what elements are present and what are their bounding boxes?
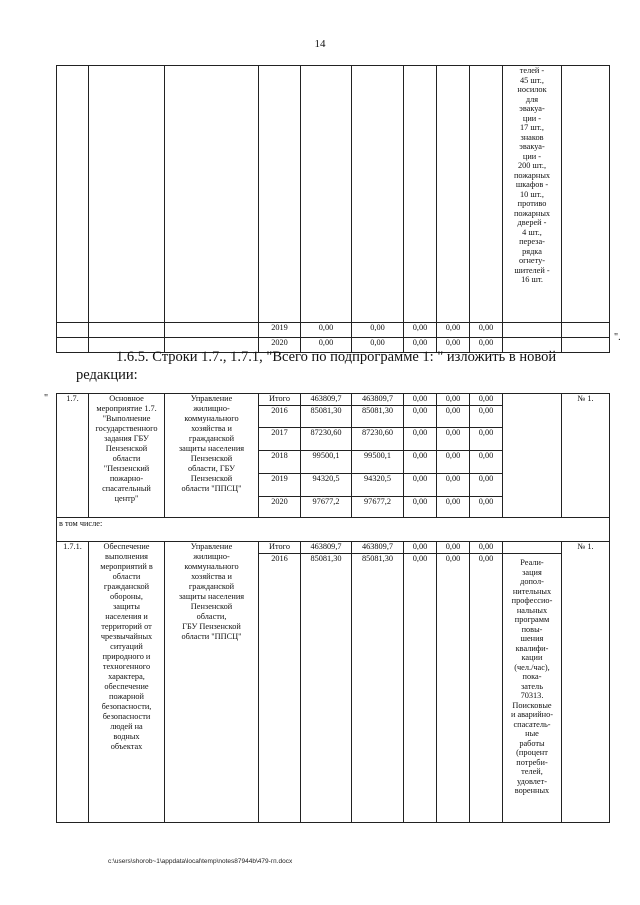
measure-name-line: территорий от	[101, 622, 152, 631]
table-row: 2018 99500,1 99500,1 0,00 0,00 0,00	[57, 451, 610, 474]
measure-name-line: водных	[113, 732, 140, 741]
result-line: 17 шт.,	[520, 123, 544, 132]
measure-name-line: объектах	[110, 742, 143, 751]
measure-name-line: спасательный	[102, 484, 151, 493]
result-line: 200 шт.,	[517, 161, 547, 170]
executor-line: Управление	[190, 542, 233, 551]
page-number: 14	[314, 38, 326, 50]
executor	[165, 542, 259, 823]
measure-name	[89, 542, 165, 823]
table-row: 2017 87230,60 87230,60 0,00 0,00 0,00	[57, 428, 610, 451]
executor-line: гражданской	[188, 582, 235, 591]
result-cell	[503, 554, 562, 823]
result-line: Поисковые	[512, 700, 552, 710]
executor-line: области,	[196, 612, 227, 621]
measure-name-line: задания ГБУ	[104, 434, 149, 443]
executor-line: коммунального	[184, 562, 239, 571]
measure-name-line: пожарно-	[109, 474, 144, 483]
measure-name-line: характера,	[108, 672, 145, 681]
measure-name-line: безопасности	[102, 712, 151, 721]
measure-name-line: мероприятий в	[100, 562, 153, 571]
result-line: повы-	[521, 624, 543, 634]
result-line: квалифи-	[515, 643, 549, 653]
result-line: пожарных	[513, 208, 551, 218]
result-line: пока-	[522, 672, 542, 681]
table-program	[56, 393, 610, 823]
result-line: 45 шт.,	[520, 75, 544, 85]
table-continuation	[56, 65, 610, 353]
subheading-row: в том числе:	[57, 518, 610, 542]
result-line: знаков	[520, 132, 544, 142]
measure-name-line: области	[112, 454, 141, 463]
result-line: спасатель-	[513, 719, 551, 729]
amendment-paragraph: 1.6.5. Строки 1.7., 1.7.1, "Всего по подпрограмме 1: " изложить в новой редакции:	[76, 349, 557, 383]
executor-line: защиты населения	[178, 592, 245, 601]
measure-name-line: пожарной	[109, 692, 144, 701]
executor-line: Пензенской	[190, 602, 233, 611]
result-line: зация	[522, 567, 542, 577]
result-line: потреби-	[516, 757, 548, 767]
executor-line: жилищно-	[193, 552, 230, 561]
table-row: 1.7.1. Обеспечение выполнения мероприятий в области гражданской обороны, защиты населения и территорий от чрезвычайных ситуаций природного и техногенного характера, обеспечение пожарной безопасности, безопасности людей на водных объектах Управление жилищно- коммунального хозяйства и гражданской защиты населения Пензенской области, ГБУ Пензенской области "ППСЦ" Итого 463809,7 463809,7 0,00 0,00 0,00 № 1.	[57, 542, 610, 554]
result-line: эвакуа-	[519, 142, 545, 151]
result-line: и аварийно-	[510, 710, 554, 719]
result-line: работы	[519, 738, 545, 748]
measure-name-line: "Пензенский	[103, 464, 150, 473]
result-line: профессио-	[511, 596, 553, 605]
executor-line: области "ППСЦ"	[181, 632, 242, 641]
result-line: для	[525, 94, 539, 104]
result-line: 70313.	[520, 691, 544, 700]
executor-line: ГБУ Пензенской	[182, 622, 241, 631]
table-row: 2019 0,00 0,00 0,00 0,00 0,00	[57, 323, 610, 338]
result-line: программ	[514, 615, 550, 624]
result-line: 4 шт.,	[522, 227, 542, 237]
result-line: ции -	[522, 151, 542, 161]
result-line: рядка	[522, 246, 542, 256]
result-line: эвакуа-	[519, 104, 545, 113]
result-line: телей -	[519, 66, 545, 75]
executor-line: области, ГБУ	[187, 464, 236, 473]
measure-name-line: Основное	[109, 394, 144, 403]
measure-name-line: Обеспечение	[103, 542, 150, 551]
measure-name-line: ситуаций	[110, 642, 143, 651]
result-line: ные	[525, 729, 539, 738]
executor-line: коммунального	[184, 414, 239, 423]
result-line: переза-	[519, 237, 545, 246]
closing-quote: ".	[614, 332, 621, 343]
measure-name	[89, 394, 165, 518]
measure-name-line: природного и	[102, 652, 151, 661]
table-row: 2020 0,00 0,00 0,00 0,00 0,00	[57, 338, 610, 353]
result-line: носилок	[517, 85, 547, 94]
measure-name-line: людей на	[110, 722, 143, 731]
opening-quote: "	[44, 393, 49, 404]
measure-name-line: мероприятие 1.7.	[96, 404, 157, 413]
executor-line: защиты населения	[178, 444, 245, 453]
measure-name-line: безопасности,	[101, 702, 152, 711]
table-row: 2020 97677,2 97677,2 0,00 0,00 0,00	[57, 497, 610, 518]
measure-name-line: выполнения	[105, 552, 148, 561]
measure-name-line: населения и	[105, 612, 148, 621]
result-line: шителей -	[514, 265, 550, 275]
measure-name-line: центр"	[114, 494, 139, 503]
result-line: Реали-	[520, 558, 544, 567]
executor-line: области "ППСЦ"	[181, 484, 242, 493]
executor-line: жилищно-	[193, 404, 230, 413]
file-path-footer: c:\users\shorob~1\appdata\local\temp\notes87944b\479-гп.docx	[108, 858, 293, 865]
measure-name-line: обеспечение	[104, 682, 149, 691]
executor-line: хозяйства и	[191, 572, 232, 581]
measure-name-line: "Выполнение	[102, 414, 151, 423]
result-line: 10 шт.,	[520, 189, 544, 199]
measure-name-line: техногенного	[102, 662, 151, 671]
result-line: ции -	[522, 113, 542, 123]
result-line: (чел./час),	[514, 662, 550, 672]
executor-line: Пензенской	[190, 454, 233, 463]
result-line: (процент	[516, 748, 548, 757]
executor-line: хозяйства и	[191, 424, 232, 433]
result-line: допол-	[520, 577, 544, 586]
result-line: пожарных	[513, 170, 551, 180]
table-row: 2016 85081,30 85081,30 0,00 0,00 0,00	[57, 406, 610, 428]
measure-name-line: гражданской	[103, 582, 150, 591]
measure-name-line: государственного	[95, 424, 158, 433]
table-row: 2019 94320,5 94320,5 0,00 0,00 0,00	[57, 474, 610, 497]
result-line: противо	[517, 199, 547, 208]
measure-name-line: Пензенской	[105, 444, 148, 453]
measure-name-line: обороны,	[110, 592, 143, 601]
result-cell	[503, 66, 562, 323]
result-line: шения	[520, 634, 544, 643]
result-line: затель	[521, 681, 543, 691]
result-line: нальных	[516, 605, 548, 615]
result-line: телей,	[521, 767, 543, 776]
executor-line: Управление	[190, 394, 233, 403]
result-line: нительных	[512, 586, 552, 596]
result-line: воренных	[514, 786, 550, 795]
measure-name-line: чрезвычайных	[100, 632, 153, 641]
result-line: 16 шт.	[521, 275, 543, 284]
result-line: шкафов -	[515, 180, 549, 189]
executor-line: гражданской	[188, 434, 235, 443]
measure-name-line: области	[112, 572, 141, 581]
result-line: удовлет-	[516, 776, 547, 786]
executor-line: Пензенской	[190, 474, 233, 483]
table-row: 2016 85081,30 85081,30 0,00 0,00 0,00 Реали- зация допол- нительных профессио- нальных программ повы- шения квалифи- кации (чел./час), пока- затель 70313. Поисковые и аварийно- спасатель- ные работы (процент потреби- телей, удовлет- воренных	[57, 554, 610, 823]
measure-name-line: защиты	[113, 602, 140, 611]
table-row: 1.7. Основное мероприятие 1.7. "Выполнение государственного задания ГБУ Пензенской области "Пензенский пожарно- спасательный центр" Управление жилищно- коммунального хозяйства и гражданской защиты населения Пензенской области, ГБУ Пензенской области "ППСЦ" Итого 463809,7 463809,7 0,00 0,00 0,00 № 1.	[57, 394, 610, 406]
result-line: дверей -	[517, 218, 547, 227]
executor	[165, 394, 259, 518]
result-line: кации	[521, 653, 543, 662]
result-line: огнету-	[518, 256, 546, 265]
